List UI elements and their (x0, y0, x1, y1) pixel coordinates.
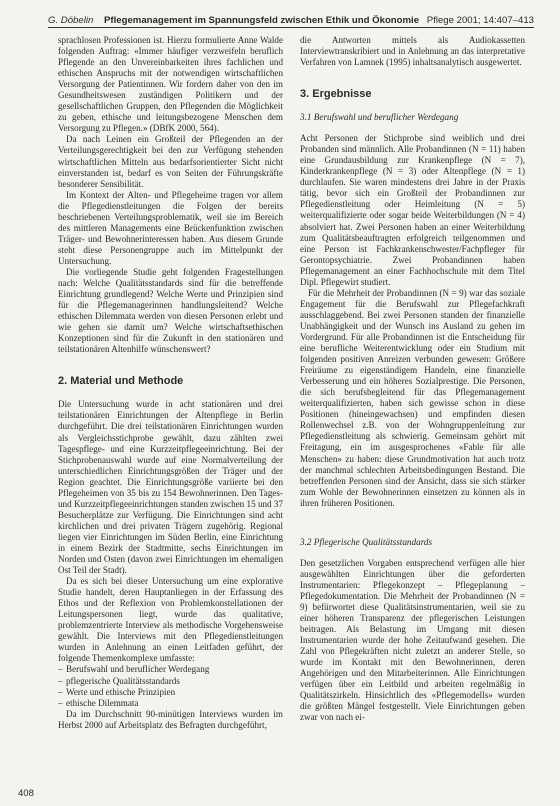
section-heading-material-method: 2. Material und Methode (58, 375, 184, 388)
spacer (300, 509, 525, 529)
paragraph: Im Kontext der Alten- und Pflegeheime tragen vor allem die Pflegedienstleitungen die Folgen der bereits beschriebenen Verteilungsproblematik, weil sie im Bereich des mittleren Managements eine Brückenfunktion zwischen Träger- und Bewohnerinteressen haben. Aus diesem Grunde steht diese Personengruppe auch im Mittelpunkt der Untersuchung. (58, 189, 283, 266)
running-header (48, 10, 534, 28)
list-item: – ethische Dilemmata (58, 698, 283, 709)
paragraph: Da nach Leinen ein Großteil der Pflegenden an der Verteilungsgerechtigkeit bei den zur Verfügung stehenden wirtschaftlichen Mitteln aus bedarfsorientierter Sicht nicht einverstanden ist, bedarf es von Seiten der Führungskräfte besonderer Sensibilität. (58, 134, 283, 189)
subsection-heading-quality: 3.2 Pflegerische Qualitätsstandards (300, 536, 433, 547)
section-heading-results: 3. Ergebnisse (300, 88, 372, 101)
paragraph: Die vorliegende Studie geht folgenden Fragestellungen nach: Welche Qualitätsstandards sind für die betreffende Einrichtung grundlegend? Welche Werte und Prinzipien sind für die Pflegemanagerinnen handlungsleitend? Welche ethischen Dilemmata werden von diesen Personen erlebt und wie gehen sie damit um? Welche wirtschaftsethischen Konzeptionen sind für die Zukunft in den stationären und teilstationären Altenhilfe wünschenswert? (58, 266, 283, 355)
left-column (58, 35, 283, 797)
list-item: – pflegerische Qualitätsstandards (58, 676, 283, 687)
list-item: – Werte und ethische Prinzipien (58, 687, 283, 698)
right-column (300, 35, 525, 797)
paragraph: Da es sich bei dieser Untersuchung um eine explorative Studie handelt, deren Hauptanliegen in der Erfassung des Ethos und der Reflexion von Problemkonstellationen der Leitungspersonen liegt, wurde das qualitative, problemzentrierte Interview als methodische Vorgehensweise gewählt. Die Interviews mit den Pflegedienstleitungen wurden in Anlehnung an einen Leitfaden geführt, der folgende Themenkomplexe umfasste: (58, 576, 283, 664)
paragraph: Den gesetzlichen Vorgaben entsprechend verfügen alle hier ausgewählten Einrichtungen über die geforderten Instrumentarien: Pflegekonzept – Pflegeplanung – Pflegedokumentation. Die Mehrheit der Probandinnen (N = 9) befürwortet diese Qualitätsinstrumentarien, weil sie zu einer höheren Transparenz der pflegerischen Leistungen beitragen. Als Belastung im Umgang mit diesen Instrumentarien wurde der hohe Zeitaufwand gesehen. Die Zahl von Pflegekräften nicht zuletzt an anderer Stelle, so wurde im Kontakt mit den Bewohnerinnen, deren Angehörigen und den Mitarbeiterinnen. Alle Einrichtungen verfügen über ein Leitbild und arbeiten regelmäßig in Qualitätszirkeln. Hinsichtlich des «Pflegemodells» wurden die größten Mängel festgestellt. Viele Einrichtungen geben zwar von nach ei- (300, 557, 525, 723)
subsection-heading-career: 3.1 Berufswahl und beruflicher Werdegang (300, 112, 459, 123)
header-left (48, 15, 419, 26)
paragraph: Da im Durchschnitt 90-minütigen Interviews wurden im Herbst 2000 auf Arbeitsplatz des Befragten durchgeführt, (58, 708, 283, 730)
paragraph: Die Untersuchung wurde in acht stationären und drei teilstationären Einrichtungen der Altenpflege in Berlin durchgeführt. Die drei teilstationären Einrichtungen wurden als Vergleichsstichprobe gewählt, dazu zählten zwei Tagespflege- und eine Kurzzeitpflegeeinrichtung. Bei der Stichprobenauswahl wurde auf eine Normalverteilung der unterschiedlichen Einrichtungsgrößen der Träger und der Region geachtet. Die Einrichtungsgröße variierte bei den Pflegeheimen von 35 bis zu 154 Bewohnerinnen. Den Tages- und Kurzzeitpflegeeinrichtungen standen zwischen 15 und 37 Besucherplätze zur Verfügung. Die Einrichtungen sind acht kirchlichen und drei privaten Trägern zugehörig. Regional liegen vier Einrichtungen im Süden Berlin, eine Einrichtung in einem Bezirk der Stadtmitte, sechs Einrichtungen im Norden und Osten (davon zwei Einrichtungen im ehemaligen Ost Teil der Stadt). (58, 399, 283, 576)
page-number: 408 (18, 788, 34, 799)
header-journal-ref: Pflege 2001; 14:407–413 (426, 15, 534, 26)
paragraph: Acht Personen der Stichprobe sind weiblich und drei Probanden sind männlich. Alle Probandinnen (N = 11) haben eine Grundausbildung zur Krankenpflege (N = 7), Kinderkrankenpflege (N = 3) oder Altenpflege (N = 1) durchlaufen. Sie waren mindestens drei Jahre in der Praxis tätig, bevor sich ein Großteil der Probandinnen zur Pflegedienstleitung oder Heimleitung (N = 5) weiterqualifizierte oder sogar beide Weiterbildungen (N = 4) absolviert hat. Zwei Personen haben an einer Weiterbildung zum Qualitätsbeauftragten erfolgreich teilgenommen und eine Person ist Fachkrankenschwester/Fachpfleger für Gerontopsychiatrie. Zwei Probandinnen haben Pflegemanagement an einer Fachhochschule mit dem Titel Dipl. Pflegewirt studiert. (300, 133, 525, 287)
header-author: G. Döbelin (48, 15, 94, 26)
list-item: – Berufswahl und beruflicher Werdegang (58, 664, 283, 675)
paragraph: sprachlosen Professionen ist. Hierzu formulierte Anne Walde folgenden Auftrag: «Immer häufiger verzweifeln beruflich Pflegende an den Unvereinbarkeiten ihres fachlichen und ethischen Anspruchs mit der notwendigen wirtschaftlichen Versorgung der Patientinnen. Wir fordern daher von den im Gesundheitswesen zuständigen Politikern und der gesellschaftlichen Gruppen, den Pflegenden die Möglichkeit zu geben, ethische und leitungsbezogene Menschen dem Versorgung zu Pflegen.» (DBfK 2000, 564). (58, 35, 283, 134)
header-title: Pflegemanagement im Spannungsfeld zwischen Ethik und Ökonomie (104, 15, 420, 26)
topic-list (58, 664, 283, 708)
paragraph: die Antworten mittels als Audiokassetten Interviewtranskribiert und in Anlehnung an das interpretative Verfahren von Lamnek (1995) inhaltsanalytisch ausgewertet. (300, 35, 525, 68)
paragraph: Für die Mehrheit der Probandinnen (N = 9) war das soziale Engagement für die Berufswahl zur Pflegefachkraft ausschlaggebend. Bei zwei Personen standen der finanzielle Unabhängigkeit und der Wunsch ins Ausland zu gehen im Vordergrund. Für alle Probandinnen ist die Entscheidung für eine berufliche Weiterentwicklung oder ein Studium mit folgenden positiven Anreizen verbunden gewesen: Größere Freiräume zu eigenständigem Handeln, eine finanzielle Verbesserung und ein höheres Sozialprestige. Die Personen, die sich berufsbegleitend für das Pflegemanagement weiterqualifizierten, haben sich gewisse schon in diese Positionen (hineingewachsen) und empfinden diesen Rollenwechsel z.B. von der Wohngruppenleitung zur Pflegedienstleitung als schwierig. Gemeinsam gehört mit Freitagung, ein im ausgesprochenes «Fable für alle Menschen» zu haben: diese Grundmotivation hat auch trotz der manchmal schlechten Arbeitsbedingungen Bestand. Die betreffenden Personen sind der Ansicht, dass sie sich stärker zum Wohle der Bewohnerinnen einsetzen zu können als in ihren früheren Positionen. (300, 287, 525, 508)
